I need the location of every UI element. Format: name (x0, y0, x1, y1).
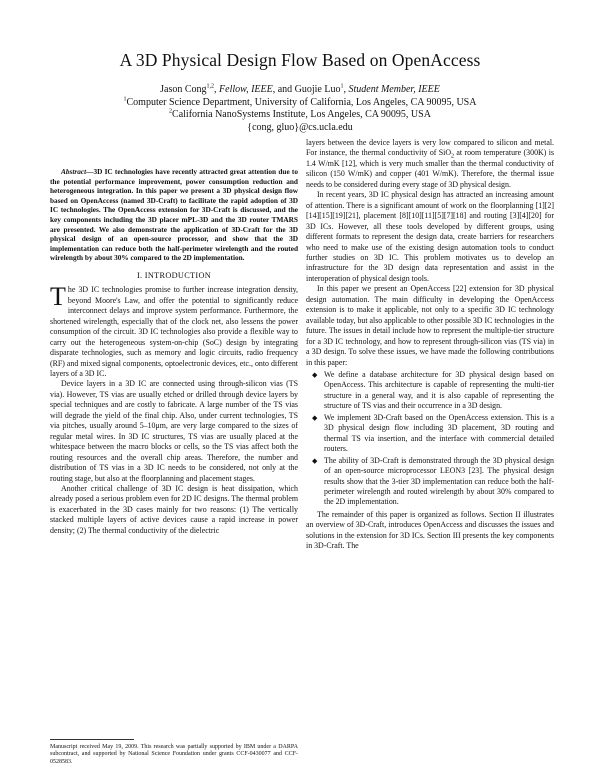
footnote-rule (50, 739, 134, 740)
author-block (0, 84, 600, 134)
author-line: Jason Cong$^{1,2}$, Fellow, IEEE, and Guojie Luo$^1$, Student Member, IEEE (160, 83, 440, 95)
diamond-bullet-icon: ◆ (312, 413, 318, 422)
section-heading: I. INTRODUCTION (136, 270, 212, 280)
abstract (50, 167, 298, 263)
affiliation-2: $^2$California NanoSystems Institute, Los Angeles, CA 90095, USA (169, 108, 431, 120)
author-name: , and Guojie Luo (272, 84, 341, 95)
abstract-text: —3D IC technologies have recently attracted great attention due to the potential performance improvement, power consumption reduction and heterogeneous integration. In this paper we present a 3D physical design flow based on OpenAccess (named 3D-Craft) to facilitate the rapid adoption of 3D IC technologies. The OpenAccess extension for 3D-Craft is discussed, and the key components including the 3D placer mPL-3D and the 3D router TMARS are presented. We also demonstrate the application of 3D-Craft for the 3D physical design of an open-source processor, and show that the 3D implementation can reduce both the half-perimeter wirelength and the routed wirelength by about 30% compared to the 2D implementation. (50, 167, 298, 263)
author-email: {cong, gluo}@cs.ucla.edu (247, 121, 353, 133)
diamond-bullet-icon: ◆ (312, 456, 318, 465)
intro-paragraph: Device layers in a 3D IC are connected using through-silicon vias (TS via). However, TS vias are usually etched or drilled through device layers by special techniques and are costly to fabricate. A large number of the TS vias will degrade the yield of the final chip. Also, under current technologies, TS via pitches, usually around 5–10μm, are very large compared to the sizes of regular metal wires. In 3D IC structures, TS vias are usually placed at the whitespace between the macro blocks or cells, so the TS vias affect both the routing resources and the overall chip areas. Therefore, the number and distribution of TS vias in a 3D IC needs to be considered, not only at the routing stage, but also at the floorplanning and placement stages. (50, 379, 298, 483)
intro-paragraph: In recent years, 3D IC physical design has attracted an increasing amount of attention. There is a significant amount of work on the floorplanning [1][2][14][15][19][21], placement [8][10][11][5][7][18] and routing [3][4][20] for 3D ICs. However, all these tools developed by different groups, using different formats to represent the design data, create barriers for researchers who need to make use of the existing design automation tools to conduct further studies on 3D IC. This problem motivates us to develop an infrastructure for the 3D design data representation and assist in the interoperation of physical design tools. (306, 190, 554, 283)
author-name: Jason Cong (160, 84, 207, 95)
author-role: Fellow, IEEE (219, 84, 273, 95)
intro-paragraph: layers between the device layers is very low compared to silicon and metal. For instance, the thermal conductivity of SiO$_2$ at room temperature (300K) is 1.4 W/mK [12], which is very much smaller than the thermal conductivity of silicon (150 W/mK) and copper (401 W/mK). Therefore, the thermal issue needs to be considered during every stage of 3D physical design. (306, 138, 554, 189)
footnote: Manuscript received May 19, 2009. This research was partially supported by IBM under a DARPA subcontract, and supported by National Science Foundation under grants CCF-0430077 and CCF-0528583. (50, 744, 298, 765)
list-item: ◆ We implement 3D-Craft based on the OpenAccess extension. This is a 3D physical design flow including 3D placement, 3D routing and thermal TS via insertion, and the interface with commercial detailed routers. (312, 412, 554, 454)
contribution-list (306, 370, 554, 508)
right-column (306, 138, 554, 552)
intro-paragraph: In this paper we present an OpenAccess [22] extension for 3D physical design automation. The main difficulty in developing the OpenAccess extension is to make it applicable, not only to a specific 3D IC technology available today, but also applicable to other possible 3D IC technologies in the future. The issues in detail include how to represent the multiple-tier structure for a 3D IC technology, and how to represent through-silicon vias (TS via) in a 3D design. To solve these issues, we have made the following contributions in this paper: (306, 284, 554, 367)
drop-cap: T (50, 282, 66, 312)
left-column (50, 167, 298, 536)
list-item: ◆ The ability of 3D-Craft is demonstrated through the 3D physical design of an open-source microprocessor LEON3 [23]. The physical design results show that the 3-tier 3D implementation can reduce both the half-perimeter wirelength and routed wirelength by about 30% compared to the 2D implementation. (312, 455, 554, 507)
paper-title: A 3D Physical Design Flow Based on OpenAccess (119, 50, 481, 70)
intro-paragraph: Another critical challenge of 3D IC design is heat dissipation, which already posed a serious problem even for 2D IC designs. The thermal problem is exacerbated in the 3D cases mainly for two reasons: (1) The vertically stacked multiple layers of active devices cause a rapid increase in power density; (2) The thermal conductivity of the dielectric (50, 484, 298, 535)
intro-paragraph: The remainder of this paper is organized as follows. Section II illustrates an overview of 3D-Craft, introduces OpenAccess and discusses the issues and solutions in the extension for 3D ICs. Section III presents the key components in 3D-Craft. The (306, 509, 554, 551)
author-sup: 1,2 (206, 83, 215, 90)
intro-paragraph: The 3D IC technologies promise to further increase integration density, beyond Moore's Law, and offer the potential to significantly reduce interconnect delays and improve system performance. Furthermore, the shortened wirelength, especially that of the clock net, also lessens the power consumption of the circuit. 3D IC technologies also provide a flexible way to carry out the heterogeneous system-on-chip (SoC) design by integrating disparate technologies, such as memory and logic circuits, radio frequency (RF) and mixed signal components, optoelectronic devices, etc., onto different layers of a 3D IC. (50, 282, 298, 379)
diamond-bullet-icon: ◆ (312, 370, 318, 379)
author-role: Student Member, IEEE (348, 84, 440, 95)
abstract-label: Abstract (61, 167, 87, 176)
list-item: ◆ We define a database architecture for 3D physical design based on OpenAccess. This architecture is capable of representing the multi-tier structure in a general way, and it is also capable of representing the structure of TS vias and their occurrence in a 3D design. (312, 369, 554, 411)
author-sup: 1 (340, 83, 344, 90)
affiliation-1: $^1$Computer Science Department, University of California, Los Angeles, CA 90095, USA (123, 96, 477, 108)
